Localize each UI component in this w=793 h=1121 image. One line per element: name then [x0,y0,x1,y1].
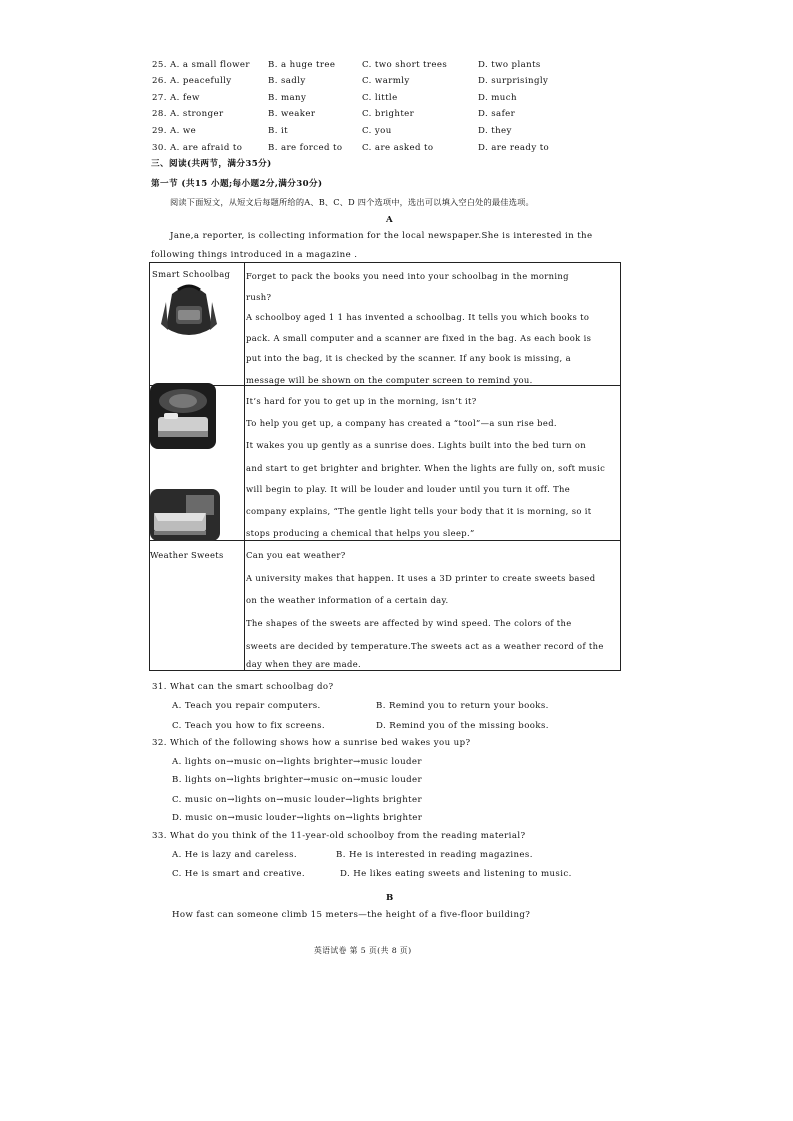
smart-schoolbag-title: Smart Schoolbag [152,269,231,279]
q30-c: C. are asked to [362,143,434,153]
q29-a: 29. A. we [152,126,197,136]
row1-line-2: rush? [246,292,272,302]
page-footer: 英语试卷 第 5 页(共 8 页) [314,946,412,955]
q26-d: D. surprisingly [478,76,549,86]
q33-option-d: D. He likes eating sweets and listening to music. [340,869,572,879]
row1-line-3: A schoolboy aged 1 1 has invented a schoolbag. It tells you which books to [246,312,590,322]
row3-line-6: day when they are made. [246,659,362,669]
row2-line-4: and start to get brighter and brighter. When the lights are fully on, soft music [246,463,606,473]
q28-c: C. brighter [362,109,415,119]
q25-c: C. two short trees [362,60,448,70]
schoolbag-image [158,284,220,342]
q27-a: 27. A. few [152,93,200,103]
row2-line-5: will begin to play. It will be louder and louder until you turn it off. The [246,484,571,494]
q32-stem: 32. Which of the following shows how a sunrise bed wakes you up? [152,738,471,748]
row3-line-5: sweets are decided by temperature.The sweets act as a weather record of the [246,641,604,651]
row3-line-3: on the weather information of a certain day. [246,595,449,605]
part-title: 第一节 (共15 小题;每小题2分,满分30分) [151,179,323,189]
q27-b: B. many [268,93,307,103]
passage-b-line-1: How fast can someone climb 15 meters—the height of a five-floor building? [172,910,531,920]
row1-line-1: Forget to pack the books you need into your schoolbag in the morning [246,271,569,281]
q31-stem: 31. What can the smart schoolbag do? [152,682,334,692]
row3-line-4: The shapes of the sweets are affected by wind speed. The colors of the [246,618,572,628]
q27-c: C. little [362,93,398,103]
q33-stem: 33. What do you think of the 11-year-old schoolboy from the reading material? [152,831,526,841]
q32-option-a: A. lights on→music on→lights brighter→music louder [172,757,422,767]
q28-a: 28. A. stronger [152,109,224,119]
weather-sweets-title: Weather Sweets [150,550,224,560]
intro-line-2: following things introduced in a magazine . [151,250,358,260]
q27-d: D. much [478,93,517,103]
q32-option-c: C. music on→lights on→music louder→lights brighter [172,795,422,805]
q33-option-b: B. He is interested in reading magazines. [336,850,533,860]
q30-b: B. are forced to [268,143,343,153]
row2-line-7: stops producing a chemical that helps you sleep.” [246,528,475,538]
q29-b: B. it [268,126,288,136]
row3-line-2: A university makes that happen. It uses a 3D printer to create sweets based [246,573,596,583]
row2-line-2: To help you get up, a company has created a “tool”—a sun rise bed. [246,418,557,428]
q31-option-b: B. Remind you to return your books. [376,701,549,711]
q26-a: 26. A. peacefully [152,76,232,86]
instruction: 阅读下面短文，从短文后每题所给的A、B、C、D 四个选项中，选出可以填入空白处的最佳选项。 [170,197,534,207]
q25-a: 25. A. a small flower [152,60,250,70]
sunrise-bed-photo-image [150,489,220,541]
q30-d: D. are ready to [478,143,550,153]
row1-line-5: put into the bag, it is checked by the scanner. If any book is missing, a [246,353,571,363]
row2-line-1: It’s hard for you to get up in the morning, isn’t it? [246,396,477,406]
row3-line-1: Can you eat weather? [246,550,346,560]
row2-line-6: company explains, “The gentle light tells your body that it is morning, so it [246,506,592,516]
q28-d: D. safer [478,109,516,119]
q29-c: C. you [362,126,392,136]
q25-d: D. two plants [478,60,541,70]
q26-c: C. warmly [362,76,410,86]
section-title: 三、阅读(共两节，满分35分) [151,159,272,169]
passage-a-label: A [386,215,394,225]
table-column-divider [244,262,245,671]
q33-option-c: C. He is smart and creative. [172,869,306,879]
passage-b-label: B [386,893,394,903]
sunrise-bed-image [150,383,216,449]
q33-option-a: A. He is lazy and careless. [172,850,298,860]
q31-option-d: D. Remind you of the missing books. [376,721,549,731]
q30-a: 30. A. are afraid to [152,143,243,153]
q32-option-d: D. music on→music louder→lights on→lights brighter [172,813,423,823]
q26-b: B. sadly [268,76,306,86]
row1-line-4: pack. A small computer and a scanner are fixed in the bag. As each book is [246,333,592,343]
q31-option-a: A. Teach you repair computers. [172,701,321,711]
q28-b: B. weaker [268,109,316,119]
intro-line-1: Jane,a reporter, is collecting information for the local newspaper.She is interested in the [170,231,593,241]
q29-d: D. they [478,126,512,136]
row1-line-6: message will be shown on the computer screen to remind you. [246,375,533,385]
row2-line-3: It wakes you up gently as a sunrise does. Lights built into the bed turn on [246,440,586,450]
q32-option-b: B. lights on→lights brighter→music on→music louder [172,775,423,785]
q31-option-c: C. Teach you how to fix screens. [172,721,326,731]
q25-b: B. a huge tree [268,60,336,70]
